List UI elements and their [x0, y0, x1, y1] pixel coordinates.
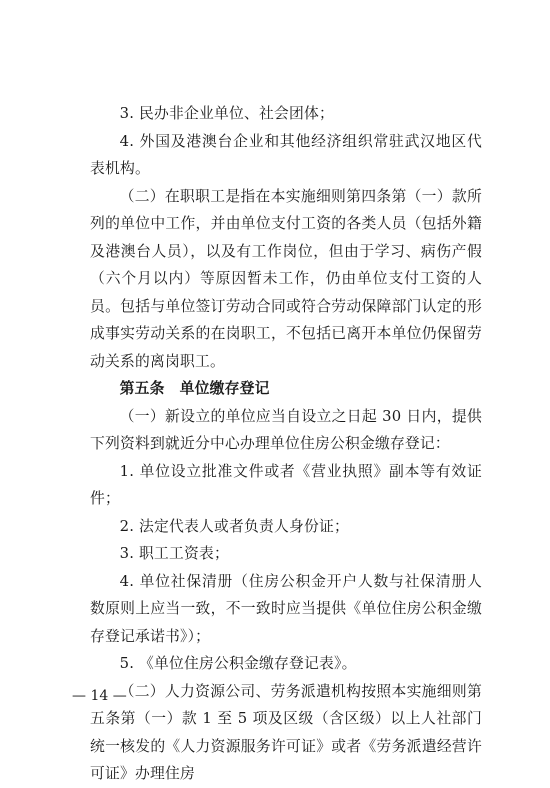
list-item-1: 1. 单位设立批准文件或者《营业执照》副本等有效证件；	[90, 462, 482, 507]
list-item-2: 2. 法定代表人或者负责人身份证；	[119, 517, 349, 535]
paragraph-item-4: 4. 外国及港澳台企业和其他经济组织常驻武汉地区代表机构。	[90, 132, 482, 177]
paragraph-item-3: 3. 民办非企业单位、社会团体；	[119, 105, 334, 122]
page-number: — 14 —	[72, 688, 127, 704]
list-item-5: 5. 《单位住房公积金缴存登记表》。	[119, 655, 357, 672]
list-item-3: 3. 职工工资表；	[119, 545, 229, 562]
paragraph-article-5-1: （一）新设立的单位应当自设立之日起 30 日内，提供下列资料到就近分中心办理单位住房公积金缴存登记：	[90, 407, 482, 452]
list-item-4: 4. 单位社保清册（住房公积金开户人数与社保清册人数原则上应当一致，不一致时应当提供《单位住房公积金缴存登记承诺书》）；	[90, 572, 482, 645]
article-5-heading: 第五条 单位缴存登记	[119, 380, 270, 397]
paragraph-section-2: （二）在职职工是指在本实施细则第四条第（一）款所列的单位中工作，并由单位支付工资的各类人员（包括外籍及港澳台人员），以及有工作岗位，但由于学习、病伤产假（六个月以内）等原因暂未工作，仍由单位支付工资的人员。包括与单位签订劳动合同或符合劳动保障部门认定的形成事实劳动关系的在岗职工，不包括已离开本单位仍保留劳动关系的离岗职工。	[90, 187, 482, 370]
body-text	[90, 100, 482, 788]
paragraph-article-5-2: （二）人力资源公司、劳务派遣机构按照本实施细则第五条第（一）款 1 至 5 项及区级（含区级）以上人社部门统一核发的《人力资源服务许可证》或者《劳务派遣经营许可证》办理住房	[90, 682, 482, 782]
